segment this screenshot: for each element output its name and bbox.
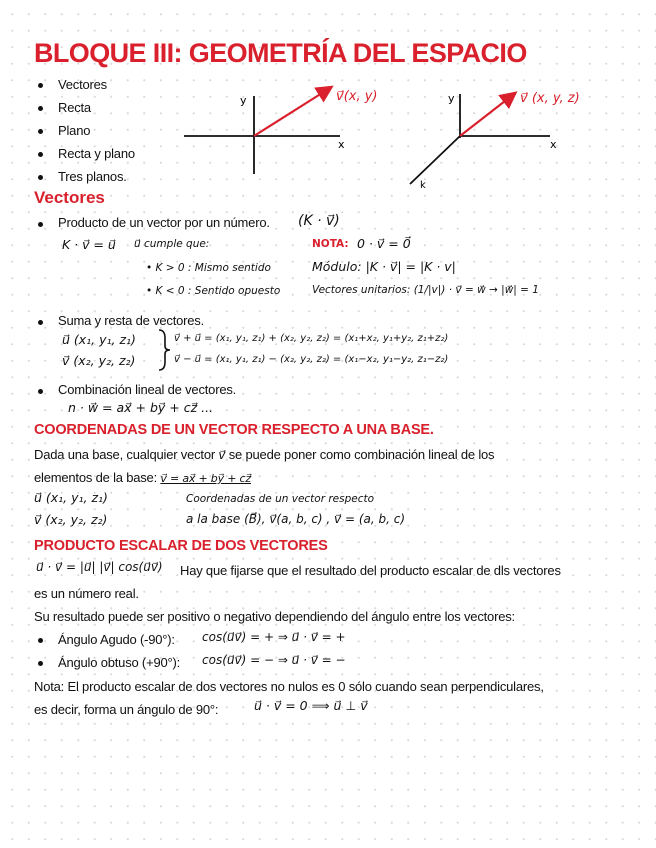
handwritten-v-def: v⃗ (x₂, y₂, z₂): [62, 353, 136, 368]
y-axis-label: y: [240, 94, 247, 107]
bullet-dot: [38, 152, 43, 157]
topic-item: Tres planos.: [58, 169, 127, 184]
z-axis-label: k: [420, 180, 426, 190]
handwritten-agudo: cos(u⃗v⃗) = + ⇒ u⃗ · v⃗ = +: [202, 630, 346, 644]
bullet-dot: [38, 222, 43, 227]
handwritten-combinacion: n · w⃗ = ax⃗ + by⃗ + cz⃗ ...: [68, 400, 214, 415]
z-axis: [410, 136, 460, 184]
producto-text-2: es un número real.: [34, 586, 139, 601]
vector-2d-diagram: [180, 78, 390, 178]
bullet-dot: [38, 320, 43, 325]
bullet-dot: [38, 175, 43, 180]
angulo-agudo: Ángulo Agudo (-90°):: [58, 632, 175, 647]
handwritten-obtuso: cos(u⃗v⃗) = − ⇒ u⃗ · v⃗ = −: [202, 653, 346, 667]
topic-item: Vectores: [58, 77, 107, 92]
handwritten-suma: v⃗ + u⃗ = (x₁, y₁, z₁) + (x₂, y₂, z₂) = (x₁+x₂, y₁+y₂, z₁+z₂): [174, 333, 449, 344]
handwritten-nota-expr: 0 · v⃗ = 0⃗: [357, 236, 411, 251]
brace-icon: [156, 328, 172, 372]
handwritten-modulo: Módulo: |K · v⃗| = |K · v|: [312, 259, 456, 274]
handwritten-formula: u⃗ · v⃗ = |u⃗| |v⃗| cos(u⃗v⃗): [36, 560, 163, 574]
coordenadas-text-2: elementos de la base: v⃗ = ax⃗ + by⃗ + cz⃗: [34, 470, 251, 485]
handwritten-kv: (K · v⃗): [298, 213, 340, 229]
handwritten-coord-2: a la base (B⃗), v⃗(a, b, c) , v⃗ = (a, b, c): [186, 512, 406, 526]
bullet-dot: [38, 106, 43, 111]
handwritten-unitarios: Vectores unitarios: (1/|v|) · v⃗ = w⃗ → |w⃗| = 1: [312, 284, 539, 296]
handwritten-nota: u⃗ · v⃗ = 0 ⟹ u⃗ ⊥ v⃗: [254, 698, 368, 713]
vector-arrow: [254, 88, 330, 136]
section-heading-vectores: Vectores: [34, 188, 105, 207]
topic-item: Recta: [58, 100, 91, 115]
vectores-item-combinacion: Combinación lineal de vectores.: [58, 382, 237, 397]
topic-item: Recta y plano: [58, 146, 135, 161]
bullet-dot: [38, 129, 43, 134]
bullet-dot: [38, 389, 43, 394]
y-axis-label: y: [448, 92, 455, 105]
page-title: BLOQUE III: GEOMETRÍA DEL ESPACIO: [34, 38, 527, 68]
vector-3d-diagram: [400, 78, 600, 190]
producto-text-3: Su resultado puede ser positivo o negativo dependiendo del ángulo entre los vectores:: [34, 609, 515, 624]
handwritten-v: v⃗: [218, 448, 226, 462]
handwritten-base-comb: v⃗ = ax⃗ + by⃗ + cz⃗: [160, 472, 251, 485]
handwritten-k-negative: • K < 0 : Sentido opuesto: [146, 285, 281, 297]
handwritten-kv-def: K · v⃗ = u⃗: [62, 237, 116, 252]
vector-label: v⃗(x, y): [336, 89, 378, 104]
handwritten-u-def: u⃗ (x₁, y₁, z₁): [62, 332, 136, 347]
angulo-obtuso: Ángulo obtuso (+90°):: [58, 655, 181, 670]
producto-text-1: Hay que fijarse que el resultado del producto escalar de dls vectores: [180, 563, 561, 578]
topic-item: Plano: [58, 123, 91, 138]
bullet-dot: [38, 661, 43, 666]
vector-label: v⃗ (x, y, z): [520, 91, 580, 106]
bullet-dot: [38, 83, 43, 88]
handwritten-u-def: u⃗ (x₁, y₁, z₁): [34, 490, 108, 505]
handwritten-resta: v⃗ − u⃗ = (x₁, y₁, z₁) − (x₂, y₂, z₂) = (x₁−x₂, y₁−y₂, z₁−z₂): [174, 354, 449, 365]
handwritten-k-positive: • K > 0 : Mismo sentido: [146, 262, 271, 274]
coordenadas-text-1: Dada una base, cualquier vector v⃗ se puede poner como combinación lineal de los: [34, 447, 495, 462]
nota-text-1: Nota: El producto escalar de dos vectores no nulos es 0 sólo cuando sean perpendiculares,: [34, 679, 544, 694]
vectores-item-suma: Suma y resta de vectores.: [58, 313, 205, 328]
handwritten-coord-1: Coordenadas de un vector respecto: [186, 493, 375, 505]
handwritten-cumple: u⃗ cumple que:: [134, 238, 210, 250]
x-axis-label: x: [550, 138, 557, 151]
vectores-item-product: Producto de un vector por un número.: [58, 215, 270, 230]
x-axis-label: x: [338, 138, 345, 151]
section-heading-producto: PRODUCTO ESCALAR DE DOS VECTORES: [34, 538, 328, 554]
nota-text-2: es decir, forma un ángulo de 90°:: [34, 702, 219, 717]
section-heading-coordenadas: COORDENADAS DE UN VECTOR RESPECTO A UNA BASE.: [34, 422, 434, 438]
bullet-dot: [38, 638, 43, 643]
vector-arrow: [460, 94, 514, 136]
handwritten-v-def: v⃗ (x₂, y₂, z₂): [34, 512, 108, 527]
nota-label: NOTA:: [312, 238, 349, 250]
